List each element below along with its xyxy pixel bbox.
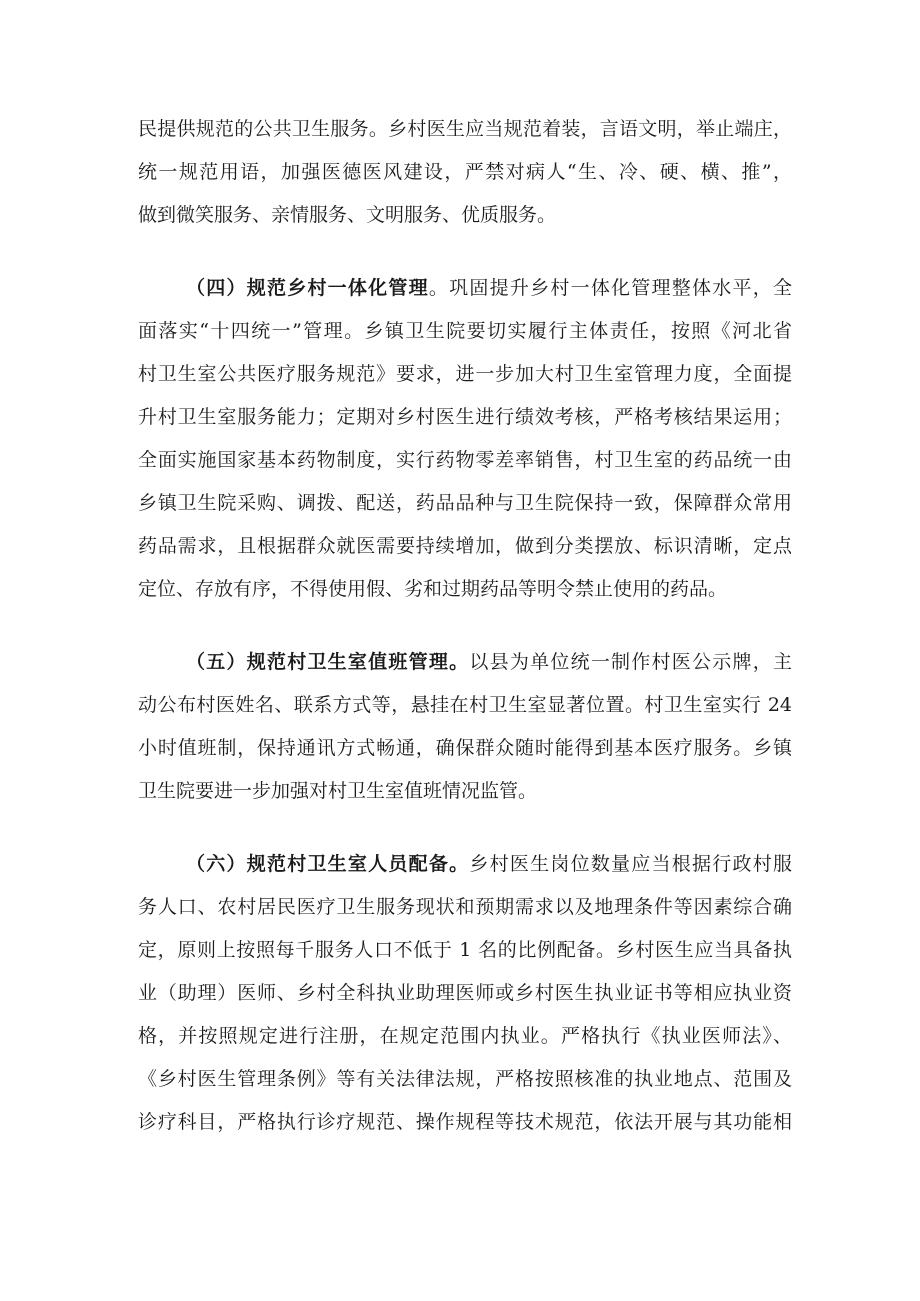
paragraph-first-line — [138, 267, 792, 310]
paragraph-3 — [138, 641, 792, 813]
text-run: 以县为单位统一制作村医公示牌，主 — [469, 651, 792, 673]
paragraph-4 — [138, 843, 792, 1144]
text-line: 业（助理）医师、乡村全科执业助理医师或乡村医生执业证书等相应执业资 — [138, 982, 792, 1004]
section-heading-4: （四）规范乡村一体化管理 — [186, 277, 429, 299]
text-line: 定，原则上按照每千服务人口不低于 1 名的比例配备。乡村医生应当具备执 — [138, 939, 792, 961]
section-heading-6: （六）规范村卫生室人员配备。 — [186, 853, 470, 875]
text-line: 药品需求，且根据群众就医需要持续增加，做到分类摆放、标识清晰，定点 — [138, 535, 792, 557]
paragraph-1 — [138, 108, 792, 237]
paragraph-first-line — [138, 641, 792, 684]
paragraph-2 — [138, 267, 792, 611]
text-line: 定位、存放有序，不得使用假、劣和过期药品等明令禁止使用的药品。 — [138, 578, 728, 600]
text-line: 卫生院要进一步加强对村卫生室值班情况监管。 — [138, 780, 538, 802]
text-line: 升村卫生室服务能力；定期对乡村医生进行绩效考核，严格考核结果运用； — [138, 406, 792, 428]
text-line: 全面实施国家基本药物制度，实行药物零差率销售，村卫生室的药品统一由 — [138, 449, 792, 471]
text-line: 诊疗科目，严格执行诊疗规范、操作规程等技术规范，依法开展与其功能相 — [138, 1111, 792, 1133]
text-run: 。巩固提升乡村一体化管理整体水平，全 — [428, 277, 792, 299]
text-line: 格，并按照规定进行注册，在规定范围内执业。严格执行《执业医师法》、 — [138, 1025, 792, 1047]
text-line: 民提供规范的公共卫生服务。乡村医生应当规范着装，言语文明，举止端庄， — [138, 118, 792, 140]
text-line: 村卫生室公共医疗服务规范》要求，进一步加大村卫生室管理力度，全面提 — [138, 363, 792, 385]
document-body — [138, 108, 792, 1144]
text-line: 做到微笑服务、亲情服务、文明服务、优质服务。 — [138, 204, 557, 226]
text-run: 乡村医生岗位数量应当根据行政村服 — [469, 853, 792, 875]
text-line: 动公布村医姓名、联系方式等，悬挂在村卫生室显著位置。村卫生室实行 24 — [138, 694, 792, 716]
text-line: 统一规范用语，加强医德医风建设，严禁对病人“生、冷、硬、横、推”， — [138, 161, 792, 183]
text-line: 乡镇卫生院采购、调拨、配送，药品品种与卫生院保持一致，保障群众常用 — [138, 492, 792, 514]
text-line: 《乡村医生管理条例》等有关法律法规，严格按照核准的执业地点、范围及 — [138, 1068, 792, 1090]
paragraph-first-line — [138, 843, 792, 886]
section-heading-5: （五）规范村卫生室值班管理。 — [186, 651, 470, 673]
text-line: 面落实“十四统一”管理。乡镇卫生院要切实履行主体责任，按照《河北省 — [138, 320, 792, 342]
text-line: 小时值班制，保持通讯方式畅通，确保群众随时能得到基本医疗服务。乡镇 — [138, 737, 792, 759]
text-line: 务人口、农村居民医疗卫生服务现状和预期需求以及地理条件等因素综合确 — [138, 896, 792, 918]
